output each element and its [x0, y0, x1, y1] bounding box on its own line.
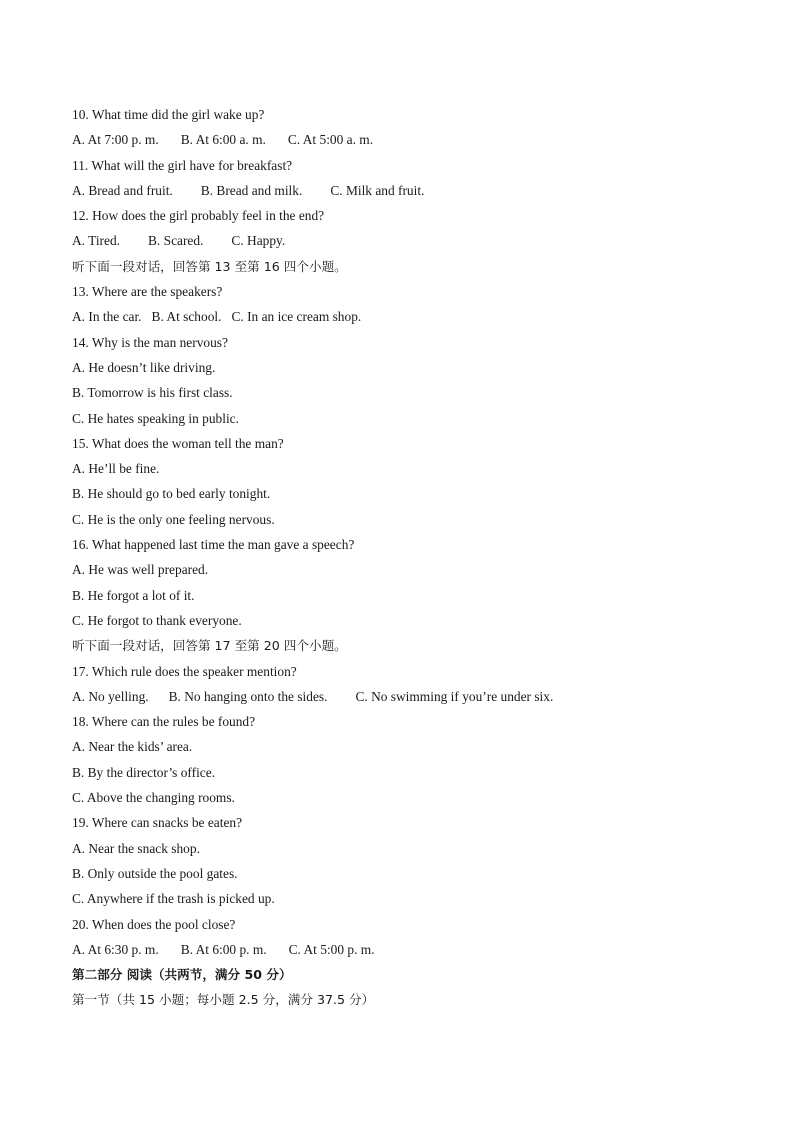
option-a: A. At 6:30 p. m.: [72, 941, 159, 957]
option-c: C. At 5:00 a. m.: [287, 132, 374, 148]
option-c: C. Happy.: [231, 233, 286, 249]
option-18a: A. Near the kids’ area.: [72, 739, 193, 755]
option-b: B. Bread and milk.: [200, 182, 303, 198]
listening-instruction-17-20: 听下面一段对话，回答第 17 至第 20 四个小题。: [72, 638, 347, 654]
question-18: 18. Where can the rules be found?: [72, 714, 256, 730]
option-c: C. At 5:00 p. m.: [288, 941, 375, 957]
options-13: [72, 304, 752, 329]
option-a: A. No yelling.: [72, 688, 149, 704]
option-19b: B. Only outside the pool gates.: [72, 865, 238, 881]
option-b: B. At 6:00 a. m.: [180, 132, 266, 148]
options-10: [72, 127, 752, 152]
option-19a: A. Near the snack shop.: [72, 840, 200, 856]
option-14a: A. He doesn’t like driving.: [72, 359, 216, 375]
section-one-heading: 第一节（共 15 小题；每小题 2.5 分，满分 37.5 分）: [72, 992, 375, 1008]
option-14b: B. Tomorrow is his first class.: [72, 385, 233, 401]
question-19: 19. Where can snacks be eaten?: [72, 815, 243, 831]
option-a: A. Bread and fruit.: [72, 182, 173, 198]
option-c: C. No swimming if you’re under six.: [355, 688, 554, 704]
option-c: C. In an ice cream shop.: [231, 309, 362, 325]
part-two-heading: 第二部分 阅读（共两节，满分 50 分）: [72, 967, 292, 983]
option-18b: B. By the director’s office.: [72, 764, 216, 780]
question-11: 11. What will the girl have for breakfast?: [72, 157, 293, 173]
option-c: C. Milk and fruit.: [330, 182, 425, 198]
question-12: 12. How does the girl probably feel in the end?: [72, 208, 325, 224]
listening-instruction-13-16: 听下面一段对话，回答第 13 至第 16 四个小题。: [72, 258, 347, 274]
option-18c: C. Above the changing rooms.: [72, 790, 235, 806]
option-16c: C. He forgot to thank everyone.: [72, 612, 242, 628]
option-b: B. Scared.: [148, 233, 204, 249]
option-15c: C. He is the only one feeling nervous.: [72, 511, 275, 527]
option-a: A. In the car.: [72, 309, 142, 325]
option-15b: B. He should go to bed early tonight.: [72, 486, 271, 502]
option-a: A. At 7:00 p. m.: [72, 132, 159, 148]
option-16a: A. He was well prepared.: [72, 562, 209, 578]
option-b: B. No hanging onto the sides.: [168, 688, 328, 704]
question-15: 15. What does the woman tell the man?: [72, 435, 284, 451]
options-17: [72, 684, 752, 709]
question-14: 14. Why is the man nervous?: [72, 334, 228, 350]
option-a: A. Tired.: [72, 233, 120, 249]
options-11: [72, 178, 752, 203]
question-16: 16. What happened last time the man gave a speech?: [72, 537, 355, 553]
option-16b: B. He forgot a lot of it.: [72, 587, 195, 603]
question-10: 10. What time did the girl wake up?: [72, 107, 265, 122]
options-20: [72, 937, 752, 962]
option-b: B. At school.: [151, 309, 222, 325]
option-14c: C. He hates speaking in public.: [72, 410, 239, 426]
question-20: 20. When does the pool close?: [72, 916, 236, 932]
document-page: [72, 102, 752, 1013]
options-12: [72, 228, 752, 253]
option-b: B. At 6:00 p. m.: [180, 941, 267, 957]
option-19c: C. Anywhere if the trash is picked up.: [72, 891, 275, 907]
question-13: 13. Where are the speakers?: [72, 284, 223, 300]
option-15a: A. He’ll be fine.: [72, 461, 160, 477]
question-17: 17. Which rule does the speaker mention?: [72, 663, 297, 679]
